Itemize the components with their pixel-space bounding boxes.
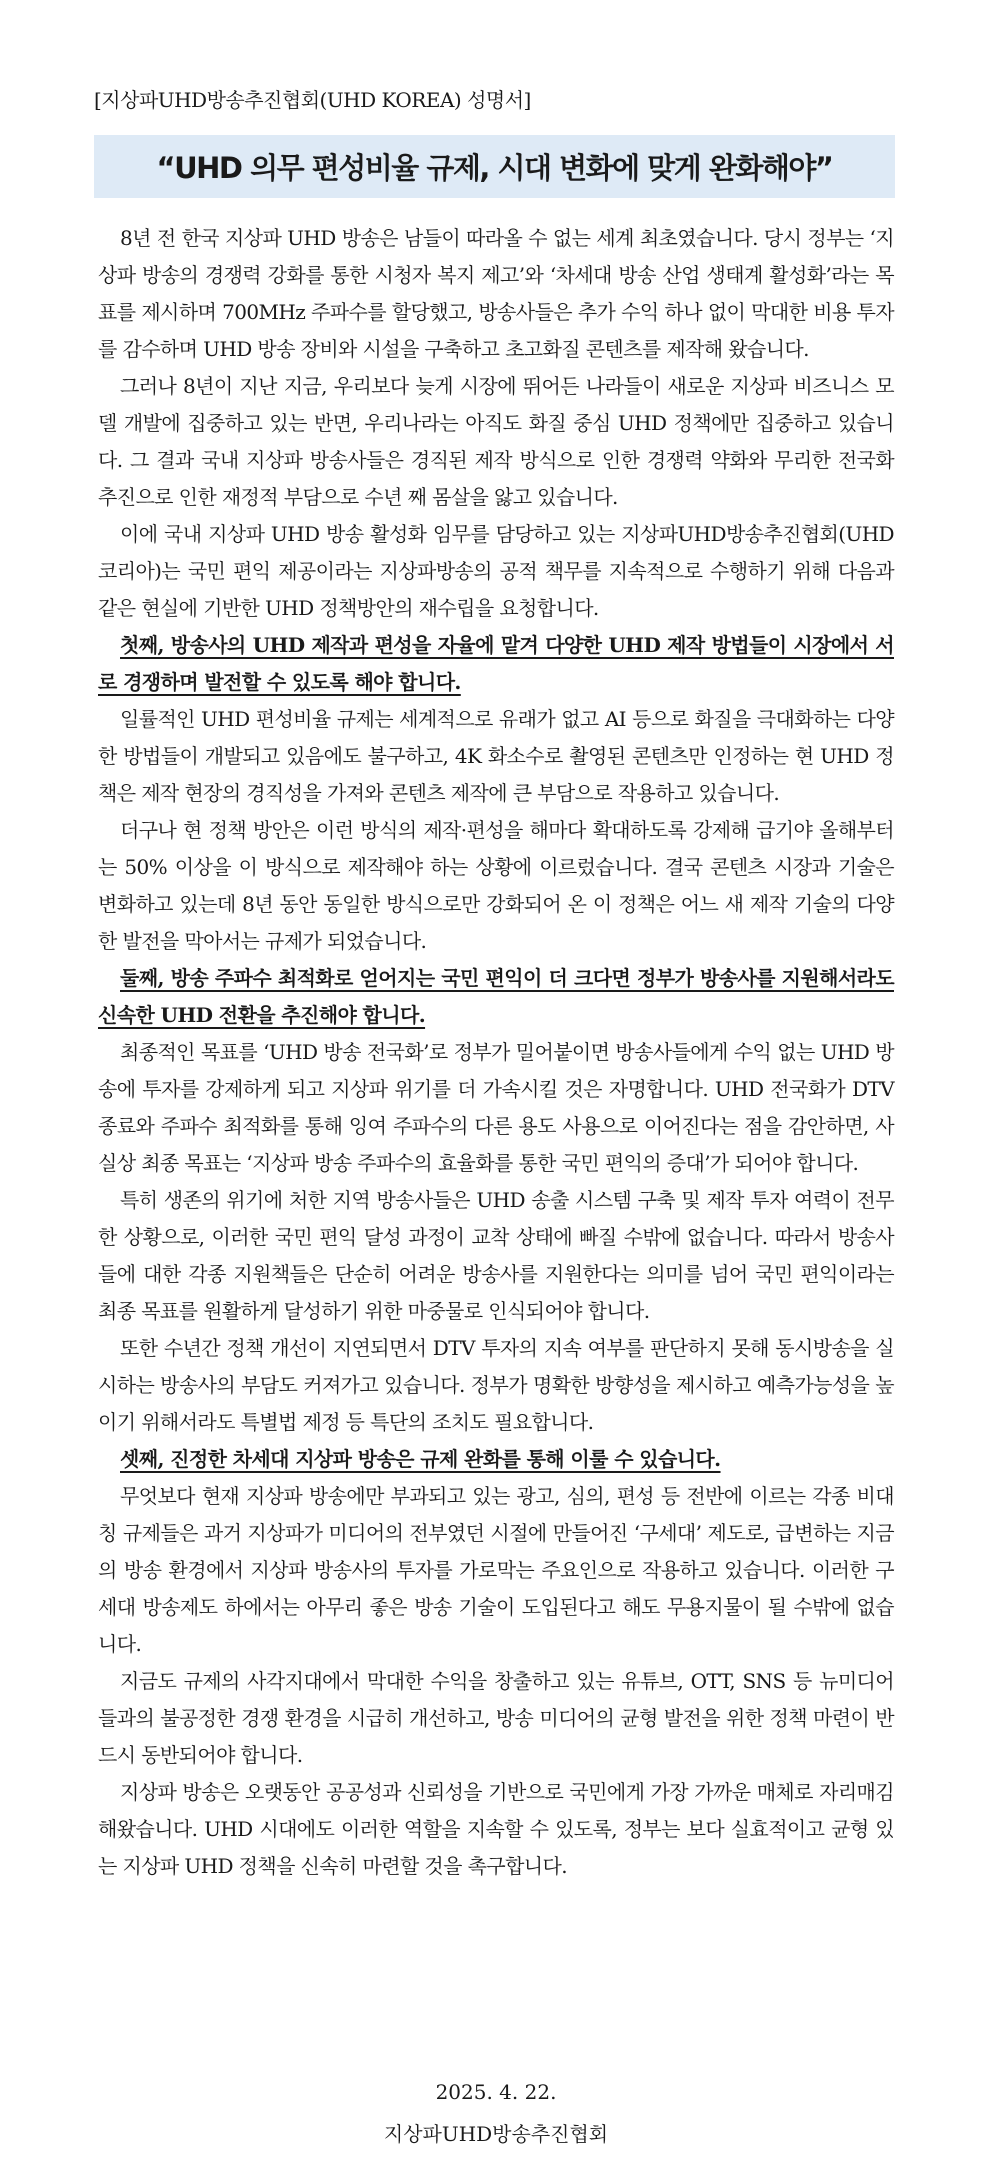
intro-paragraph-1: 8년 전 한국 지상파 UHD 방송은 남들이 따라올 수 없는 세계 최초였습니다. 당시 정부는 ‘지상파 방송의 경쟁력 강화를 통한 시청자 복지 제고’와 ‘차세대 방송 산업 생태계 활성화’라는 목표를 제시하며 700MHz 주파수를 할당했고, 방송사들은 추가 수익 하나 없이 막대한 비용 투자를 감수하며 UHD 방송 장비와 시설을 구축하고 초고화질 콘텐츠를 제작해 왔습니다. bbox=[98, 226, 894, 361]
document-label: [지상파UHD방송추진협회(UHD KOREA) 성명서] bbox=[94, 88, 531, 112]
section-2-paragraph-1: 최종적인 목표를 ‘UHD 방송 전국화’로 정부가 밀어붙이면 방송사들에게 수익 없는 UHD 방송에 투자를 강제하게 되고 지상파 위기를 더 가속시킬 것은 자명합니다. UHD 전국화가 DTV 종료와 주파수 최적화를 통해 잉여 주파수의 다른 용도 사용으로 이어진다는 점을 감안하면, 사실상 최종 목표는 ‘지상파 방송 주파수의 효율화를 통한 국민 편익의 증대’가 되어야 합니다. bbox=[98, 1040, 894, 1175]
statement-title-text: “UHD 의무 편성비율 규제, 시대 변화에 맞게 완화해야” bbox=[156, 151, 833, 185]
section-3-paragraph-1: 무엇보다 현재 지상파 방송에만 부과되고 있는 광고, 심의, 편성 등 전반에 이르는 각종 비대칭 규제들은 과거 지상파가 미디어의 전부였던 시절에 만들어진 ‘구세대’ 제도로, 급변하는 지금의 방송 환경에서 지상파 방송사의 투자를 가로막는 주요인으로 작용하고 있습니다. 이러한 구세대 방송제도 하에서는 아무리 좋은 방송 기술이 도입된다고 해도 무용지물이 될 수밖에 없습니다. bbox=[98, 1484, 894, 1656]
section-1-paragraph-2: 더구나 현 정책 방안은 이런 방식의 제작·편성을 해마다 확대하도록 강제해 급기야 올해부터는 50% 이상을 이 방식으로 제작해야 하는 상황에 이르렀습니다. 결국 콘텐츠 시장과 기술은 변화하고 있는데 8년 동안 동일한 방식으로만 강화되어 온 이 정책은 어느 새 제작 기술의 다양한 발전을 막아서는 규제가 되었습니다. bbox=[98, 818, 894, 953]
statement-title bbox=[94, 135, 895, 198]
statement-body bbox=[98, 220, 894, 1885]
intro-paragraph-3: 이에 국내 지상파 UHD 방송 활성화 임무를 담당하고 있는 지상파UHD방송추진협회(UHD코리아)는 국민 편익 제공이라는 지상파방송의 공적 책무를 지속적으로 수행하기 위해 다음과 같은 현실에 기반한 UHD 정책방안의 재수립을 요청합니다. bbox=[98, 522, 894, 620]
section-2-heading: 둘째, 방송 주파수 최적화로 얻어지는 국민 편익이 더 크다면 정부가 방송사를 지원해서라도 신속한 UHD 전환을 추진해야 합니다. bbox=[98, 966, 894, 1027]
statement-date: 2025. 4. 22. bbox=[435, 2080, 557, 2104]
section-1-heading: 첫째, 방송사의 UHD 제작과 편성을 자율에 맡겨 다양한 UHD 제작 방법들이 시장에서 서로 경쟁하며 발전할 수 있도록 해야 합니다. bbox=[98, 633, 894, 694]
section-2-paragraph-2: 특히 생존의 위기에 처한 지역 방송사들은 UHD 송출 시스템 구축 및 제작 투자 여력이 전무한 상황으로, 이러한 국민 편익 달성 과정이 교착 상태에 빠질 수밖에 없습니다. 따라서 방송사들에 대한 각종 지원책들은 단순히 어려운 방송사를 지원한다는 의미를 넘어 국민 편익이라는 최종 목표를 원활하게 달성하기 위한 마중물로 인식되어야 합니다. bbox=[98, 1188, 894, 1323]
section-2-paragraph-3: 또한 수년간 정책 개선이 지연되면서 DTV 투자의 지속 여부를 판단하지 못해 동시방송을 실시하는 방송사의 부담도 커져가고 있습니다. 정부가 명확한 방향성을 제시하고 예측가능성을 높이기 위해서라도 특별법 제정 등 특단의 조치도 필요합니다. bbox=[98, 1336, 894, 1434]
section-1-paragraph-1: 일률적인 UHD 편성비율 규제는 세계적으로 유래가 없고 AI 등으로 화질을 극대화하는 다양한 방법들이 개발되고 있음에도 불구하고, 4K 화소수로 촬영된 콘텐츠만 인정하는 현 UHD 정책은 제작 현장의 경직성을 가져와 콘텐츠 제작에 큰 부담으로 작용하고 있습니다. bbox=[98, 707, 894, 805]
section-3-heading: 셋째, 진정한 차세대 지상파 방송은 규제 완화를 통해 이룰 수 있습니다. bbox=[120, 1447, 721, 1471]
section-3-paragraph-3: 지상파 방송은 오랫동안 공공성과 신뢰성을 기반으로 국민에게 가장 가까운 매체로 자리매김 해왔습니다. UHD 시대에도 이러한 역할을 지속할 수 있도록, 정부는 보다 실효적이고 균형 있는 지상파 UHD 정책을 신속히 마련할 것을 촉구합니다. bbox=[98, 1780, 894, 1878]
section-3-paragraph-2: 지금도 규제의 사각지대에서 막대한 수익을 창출하고 있는 유튜브, OTT, SNS 등 뉴미디어들과의 불공정한 경쟁 환경을 시급히 개선하고, 방송 미디어의 균형 발전을 위한 정책 마련이 반드시 동반되어야 합니다. bbox=[98, 1669, 894, 1767]
intro-paragraph-2: 그러나 8년이 지난 지금, 우리보다 늦게 시장에 뛰어든 나라들이 새로운 지상파 비즈니스 모델 개발에 집중하고 있는 반면, 우리나라는 아직도 화질 중심 UHD 정책에만 집중하고 있습니다. 그 결과 국내 지상파 방송사들은 경직된 제작 방식으로 인한 경쟁력 약화와 무리한 전국화 추진으로 인한 재정적 부담으로 수년 째 몸살을 앓고 있습니다. bbox=[98, 374, 894, 509]
statement-organization: 지상파UHD방송추진협회 bbox=[383, 2122, 609, 2146]
